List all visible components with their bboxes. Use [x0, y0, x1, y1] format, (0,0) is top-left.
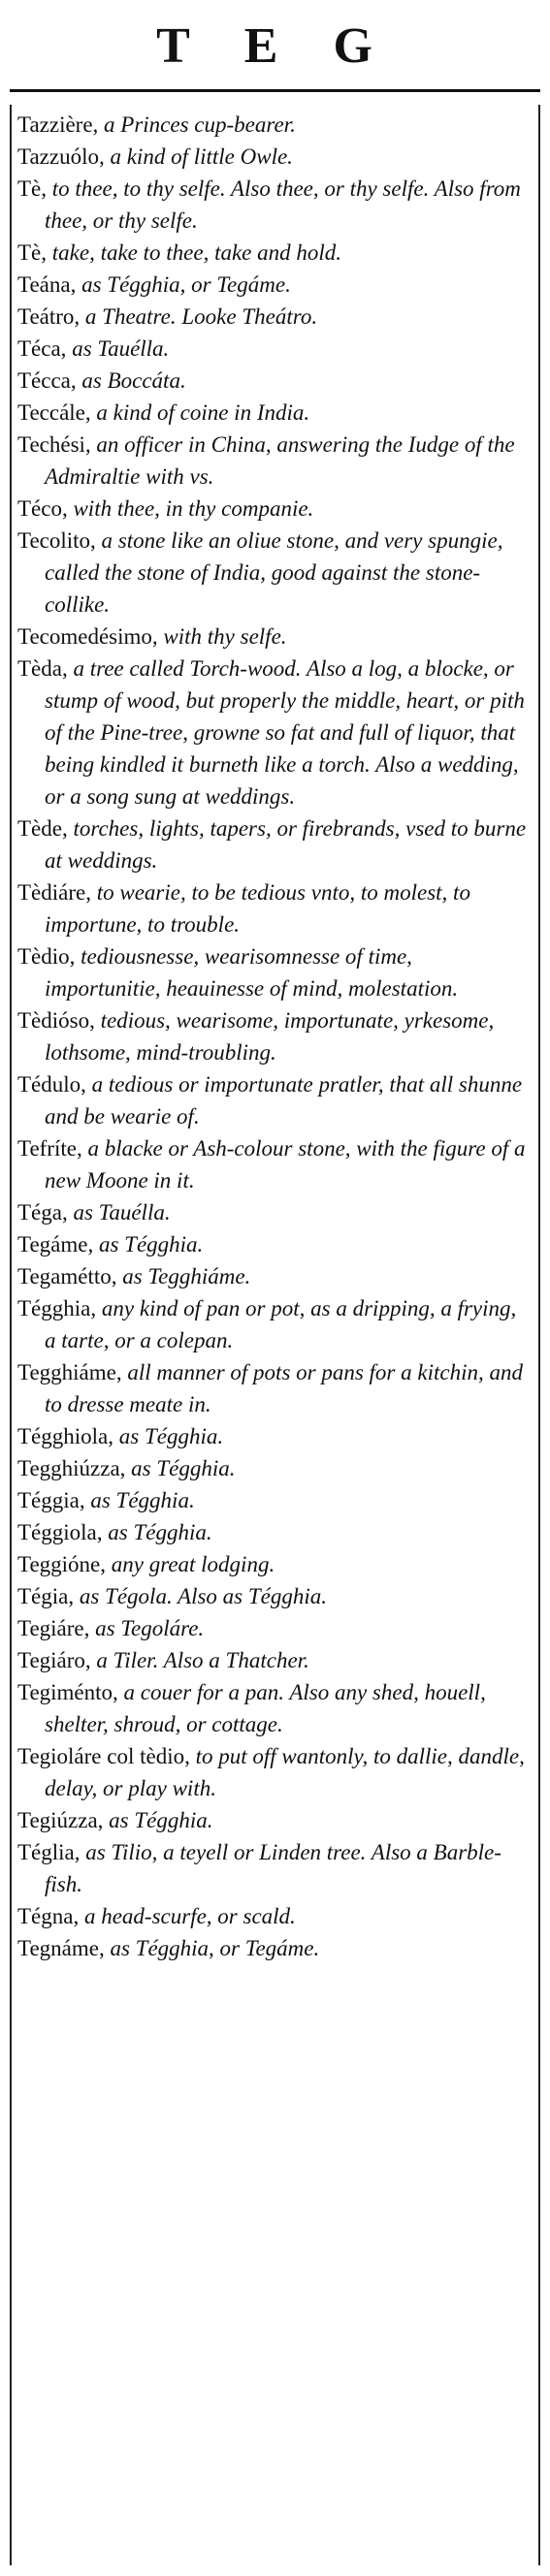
entry-headword: Tegiáre,	[17, 1616, 90, 1640]
dictionary-entry	[17, 620, 532, 652]
dictionary-entry	[17, 1836, 532, 1900]
dictionary-entry	[17, 1580, 532, 1612]
dictionary-entry	[17, 173, 532, 237]
entry-headword: Tegamétto,	[17, 1264, 117, 1288]
dictionary-entry	[17, 1420, 532, 1452]
entry-definition: a kind of little Owle.	[110, 144, 293, 169]
entry-headword: Tazzière,	[17, 112, 99, 137]
dictionary-entry	[17, 1196, 532, 1228]
dictionary-entry	[17, 876, 532, 940]
dictionary-entry	[17, 652, 532, 812]
dictionary-entry	[17, 269, 532, 301]
entry-definition: as Boccáta.	[81, 368, 186, 393]
dictionary-entry	[17, 365, 532, 397]
entry-definition: a couer for a pan. Also any shed, houell, shelter, shroud, or cottage.	[45, 1680, 486, 1736]
entry-headword: Tè,	[17, 240, 48, 265]
entry-headword: Tegiáro,	[17, 1648, 91, 1672]
entry-definition: tediousnesse, wearisomnesse of time, importunitie, heauinesse of mind, molestation.	[45, 944, 459, 1001]
entry-headword: Tégghia,	[17, 1296, 97, 1320]
entry-definition: as Tégghia.	[118, 1424, 224, 1448]
entry-headword: Téggiola,	[17, 1520, 103, 1544]
dictionary-entry	[17, 1260, 532, 1292]
dictionary-entry	[17, 812, 532, 876]
dictionary-entry	[17, 397, 532, 429]
dictionary-entry	[17, 493, 532, 525]
entry-headword: Tecolito,	[17, 528, 96, 553]
entry-headword: Tegnáme,	[17, 1936, 105, 1960]
dictionary-entry	[17, 1516, 532, 1548]
entry-headword: Tegiúzza,	[17, 1808, 104, 1832]
entry-headword: Tèdióso,	[17, 1008, 95, 1033]
entry-headword: Téga,	[17, 1200, 68, 1224]
entry-definition: a blacke or Ash-colour stone, with the figure of a new Moone in it.	[45, 1136, 526, 1193]
entry-headword: Tazzuólo,	[17, 144, 105, 169]
entry-headword: Téca,	[17, 336, 67, 361]
entry-definition: to put off wantonly, to dallie, dandle, delay, or play with.	[45, 1744, 525, 1800]
dictionary-entry	[17, 525, 532, 620]
dictionary-entry	[17, 940, 532, 1004]
page-title: T E G	[156, 18, 394, 74]
entry-headword: Tegiménto,	[17, 1680, 118, 1704]
entry-definition: torches, lights, tapers, or firebrands, vsed to burne at weddings.	[45, 816, 527, 873]
entry-definition: a stone like an oliue stone, and very spungie, called the stone of India, good against the stone-collike.	[45, 528, 503, 617]
entry-definition: as Tauélla.	[72, 336, 170, 361]
dictionary-entry	[17, 1452, 532, 1484]
dictionary-entry	[17, 333, 532, 365]
dictionary-entry	[17, 1676, 532, 1740]
entry-headword: Tegghiáme,	[17, 1360, 122, 1384]
dictionary-entry	[17, 1612, 532, 1644]
entry-definition: as Tegoláre.	[95, 1616, 205, 1640]
dictionary-entry	[17, 1132, 532, 1196]
dictionary-entry	[17, 141, 532, 173]
entry-headword: Teggióne,	[17, 1552, 107, 1576]
dictionary-entry	[17, 1900, 532, 1932]
entry-definition: any kind of pan or pot, as a dripping, a frying, a tarte, or a colepan.	[45, 1296, 517, 1352]
page-header	[0, 0, 550, 92]
entry-definition: an officer in China, answering the Iudge of the Admiraltie with vs.	[45, 432, 515, 489]
entry-headword: Tède,	[17, 816, 68, 841]
dictionary-entry	[17, 1548, 532, 1580]
entry-definition: tedious, wearisome, importunate, yrkesome, lothsome, mind-troubling.	[45, 1008, 495, 1065]
dictionary-entry	[17, 109, 532, 141]
entry-definition: as Tilio, a teyell or Linden tree. Also a Barble-fish.	[45, 1840, 501, 1896]
entry-headword: Tèdio,	[17, 944, 76, 969]
entry-headword: Técca,	[17, 368, 77, 393]
entry-definition: as Tauélla.	[73, 1200, 171, 1224]
entry-definition: as Tégghia.	[131, 1456, 236, 1480]
entry-definition: as Tégghia.	[109, 1808, 213, 1832]
dictionary-entry	[17, 1068, 532, 1132]
entry-definition: as Tégghia.	[108, 1520, 212, 1544]
dictionary-entry	[17, 1644, 532, 1676]
entry-definition: any great lodging.	[111, 1552, 275, 1576]
entry-headword: Tefríte,	[17, 1136, 82, 1161]
dictionary-entry	[17, 1292, 532, 1356]
dictionary-entry	[17, 237, 532, 269]
dictionary-entry	[17, 1004, 532, 1068]
entry-definition: all manner of pots or pans for a kitchin, and to dresse meate in.	[45, 1360, 523, 1416]
dictionary-entry	[17, 1484, 532, 1516]
entry-definition: as Tégghia.	[98, 1232, 204, 1256]
entry-headword: Téco,	[17, 496, 68, 521]
entry-headword: Tèda,	[17, 656, 68, 681]
entry-definition: a Tiler. Also a Thatcher.	[96, 1648, 309, 1672]
dictionary-entry	[17, 1932, 532, 1964]
entry-headword: Teátro,	[17, 304, 81, 329]
header-rule	[10, 89, 540, 92]
entry-headword: Téglia,	[17, 1840, 81, 1864]
entry-headword: Tégghiola,	[17, 1424, 113, 1448]
entry-headword: Teána,	[17, 272, 77, 297]
dictionary-entries	[17, 109, 532, 1964]
entry-definition: to thee, to thy selfe. Also thee, or thy selfe. Also from thee, or thy selfe.	[45, 176, 521, 233]
entry-definition: take, take to thee, take and hold.	[51, 240, 342, 265]
entry-definition: as Tégola. Also as Tégghia.	[79, 1584, 328, 1608]
entry-definition: as Tégghia, or Tegáme.	[81, 272, 291, 297]
entry-headword: Tèdiáre,	[17, 880, 91, 905]
entry-definition: to wearie, to be tedious vnto, to molest, to importune, to trouble.	[45, 880, 470, 937]
entry-definition: a tree called Torch-wood. Also a log, a blocke, or stump of wood, but properly the middle, heart, or pith of the Pine-tree, growne so fat and full of liquor, that being kindled it burneth like a torch. Also a wedding, or a song sung at weddings.	[45, 656, 525, 809]
dictionary-entry	[17, 1356, 532, 1420]
entry-headword: Tegioláre col tèdio,	[17, 1744, 190, 1768]
entry-headword: Tégna,	[17, 1904, 80, 1928]
entry-definition: a Princes cup-bearer.	[104, 112, 296, 137]
entry-definition: a head-scurfe, or scald.	[83, 1904, 296, 1928]
entry-headword: Techési,	[17, 432, 91, 457]
entry-definition: as Tégghia.	[90, 1488, 195, 1512]
entry-definition: as Tegghiáme.	[122, 1264, 251, 1288]
dictionary-entry	[17, 1740, 532, 1804]
entry-headword: Tegáme,	[17, 1232, 94, 1256]
entry-definition: as Tégghia, or Tegáme.	[110, 1936, 320, 1960]
entry-headword: Tecomedésimo,	[17, 624, 158, 649]
entry-definition: a tedious or importunate pratler, that all shunne and be wearie of.	[45, 1072, 523, 1129]
entry-definition: with thy selfe.	[163, 624, 287, 649]
entry-headword: Tegghiúzza,	[17, 1456, 126, 1480]
entry-definition: a kind of coine in India.	[96, 400, 310, 425]
entry-headword: Téggia,	[17, 1488, 85, 1512]
dictionary-entry	[17, 301, 532, 333]
dictionary-entry	[17, 429, 532, 493]
entry-headword: Tégia,	[17, 1584, 75, 1608]
entry-definition: a Theatre. Looke Theátro.	[84, 304, 318, 329]
entry-headword: Tè,	[17, 176, 48, 201]
dictionary-entry	[17, 1804, 532, 1836]
entry-definition: with thee, in thy companie.	[73, 496, 314, 521]
dictionary-entry	[17, 1228, 532, 1260]
entry-headword: Tédulo,	[17, 1072, 86, 1097]
entry-headword: Teccále,	[17, 400, 91, 425]
